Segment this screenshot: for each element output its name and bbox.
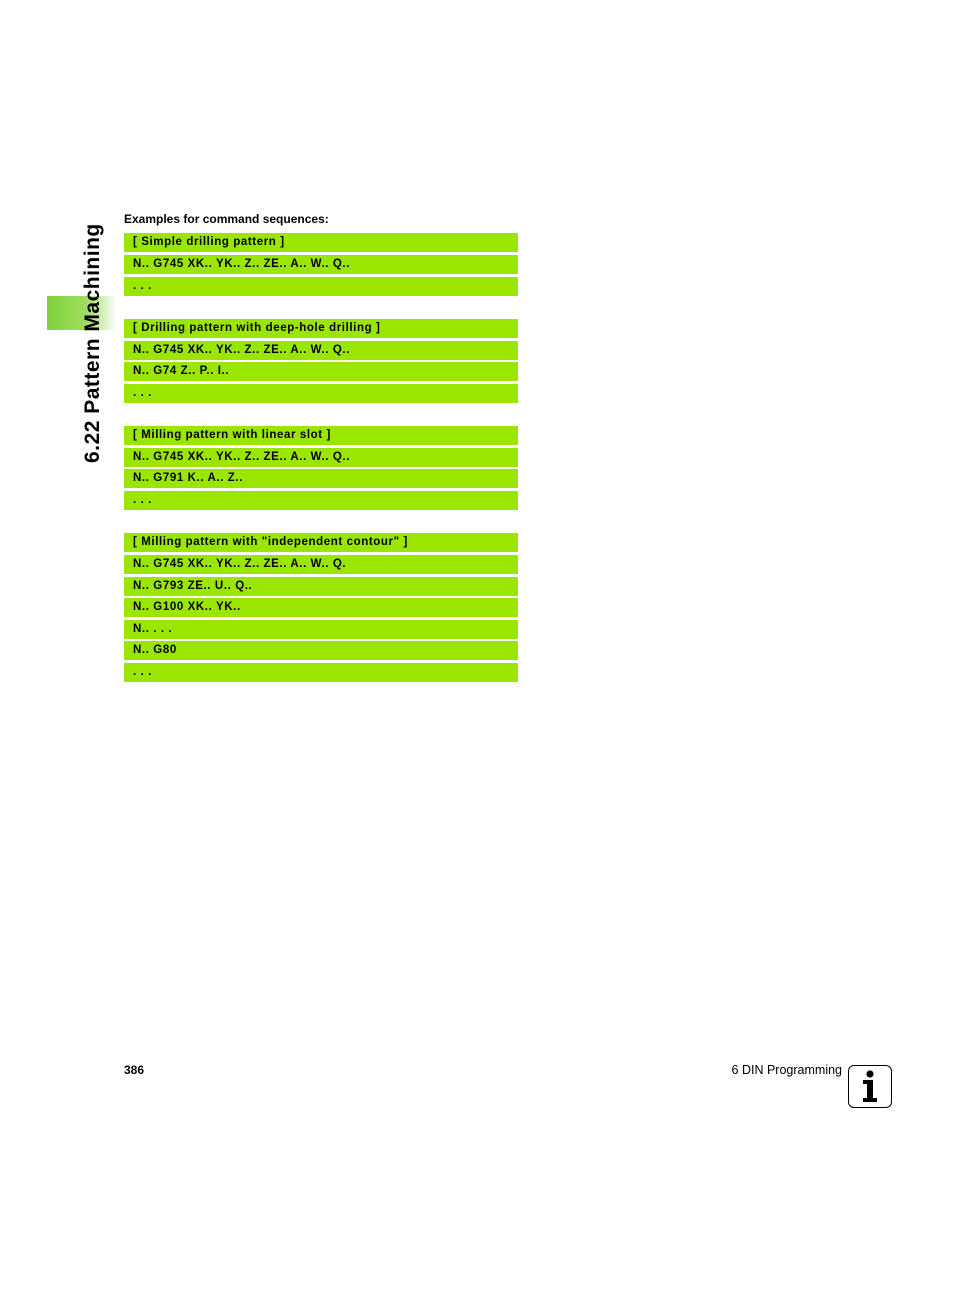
block2-row-2: N.. G745 XK.. YK.. Z.. ZE.. A.. W.. Q.. — [124, 341, 518, 360]
block3-row-4: . . . — [124, 491, 518, 510]
block4-row-6: N.. G80 — [124, 641, 518, 660]
block4-row-3: N.. G793 ZE.. U.. Q.. — [124, 577, 518, 596]
block4-row-header: [ Milling pattern with "independent contour" ] — [124, 533, 518, 552]
block2-row-header: [ Drilling pattern with deep-hole drilling ] — [124, 319, 518, 338]
section-title: 6.22 Pattern Machining — [81, 223, 104, 463]
info-glyph — [849, 1066, 890, 1106]
block2-row-4: . . . — [124, 384, 518, 403]
info-icon — [848, 1065, 892, 1108]
examples-heading: Examples for command sequences: — [124, 212, 329, 226]
block1-row-2: N.. G745 XK.. YK.. Z.. ZE.. A.. W.. Q.. — [124, 255, 518, 274]
block3-row-3: N.. G791 K.. A.. Z.. — [124, 469, 518, 488]
block1-row-header: [ Simple drilling pattern ] — [124, 233, 518, 252]
chapter-label: 6 DIN Programming — [731, 1063, 842, 1077]
block4-row-7: . . . — [124, 663, 518, 682]
page-number: 386 — [124, 1063, 145, 1077]
block4-row-2: N.. G745 XK.. YK.. Z.. ZE.. A.. W.. Q. — [124, 555, 518, 574]
block4-row-4: N.. G100 XK.. YK.. — [124, 598, 518, 617]
block3-row-2: N.. G745 XK.. YK.. Z.. ZE.. A.. W.. Q.. — [124, 448, 518, 467]
block2-row-3: N.. G74 Z.. P.. I.. — [124, 362, 518, 381]
block4-row-5: N.. . . . — [124, 620, 518, 639]
block1-row-3: . . . — [124, 277, 518, 296]
block3-row-header: [ Milling pattern with linear slot ] — [124, 426, 518, 445]
